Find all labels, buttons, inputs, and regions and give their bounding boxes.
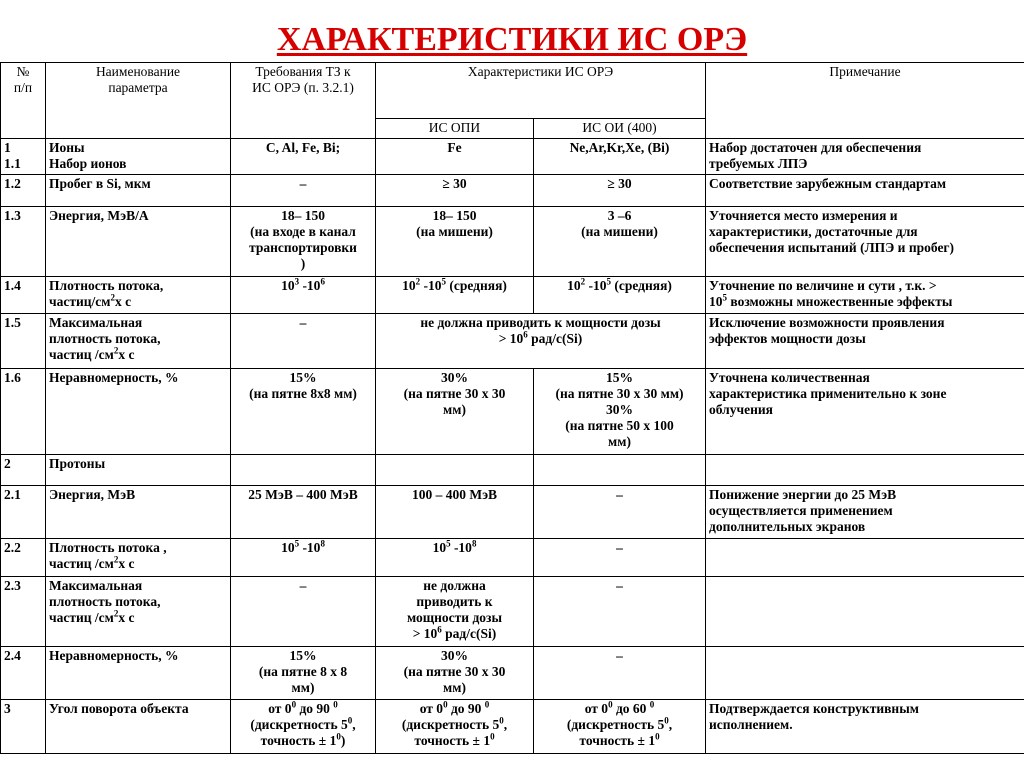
- row-param: Максимальная плотность потока, частиц $/см^2х$ с: [46, 577, 231, 647]
- row-oi: –: [534, 486, 706, 539]
- table-row: [1, 314, 1024, 369]
- row-req: 25 МэВ – 400 МэВ: [231, 486, 376, 539]
- row-num: 1.6: [1, 369, 46, 455]
- row-oi: от $0^0$ до 60 $^0$ (дискретность $5^0$, точность ± $1^0$: [534, 700, 706, 754]
- row-opi: 30% (на пятне 30 х 30 мм): [376, 647, 534, 700]
- row-note: Понижение энергии до 25 МэВ осуществляется применением дополнительных экранов: [706, 486, 1024, 539]
- row-note: Подтверждается конструктивным исполнением.: [706, 700, 1024, 754]
- row-req: –: [231, 175, 376, 207]
- row-note: [706, 539, 1024, 577]
- row-opi: $10^2$ $-10^5$ (средняя): [376, 277, 534, 314]
- row-opi: от $0^0$ до 90 $^0$ (дискретность $5^0$, точность ± $1^0$: [376, 700, 534, 754]
- row-oi: 3 –6 (на мишени): [534, 207, 706, 277]
- row-opi: [376, 455, 534, 486]
- header-param: Наименование параметра: [46, 63, 231, 139]
- row-merged-chars: не должна приводить к мощности дозы > $10^6$ рад/с(Si): [376, 314, 706, 369]
- row-param: Ионы Набор ионов: [46, 139, 231, 175]
- row-opi: не должна приводить к мощности дозы > $10^6$ рад/с(Si): [376, 577, 534, 647]
- row-oi: Ne,Ar,Kr,Xe, (Bi): [534, 139, 706, 175]
- row-num: 1.5: [1, 314, 46, 369]
- row-req: $10^3$ $-10^6$: [231, 277, 376, 314]
- row-note: Уточнена количественная характеристика применительно к зоне облучения: [706, 369, 1024, 455]
- table-row: [1, 577, 1024, 647]
- row-param: Неравномерность, %: [46, 647, 231, 700]
- row-param: Угол поворота объекта: [46, 700, 231, 754]
- row-opi: 18– 150 (на мишени): [376, 207, 534, 277]
- row-req: –: [231, 577, 376, 647]
- row-oi: –: [534, 539, 706, 577]
- row-req: 15% (на пятне 8 х 8 мм): [231, 647, 376, 700]
- row-req: C, Al, Fe, Bi;: [231, 139, 376, 175]
- row-num: 1 1.1: [1, 139, 46, 175]
- row-req: –: [231, 314, 376, 369]
- row-param: Плотность потока , частиц $/см^2х$ с: [46, 539, 231, 577]
- page-title: ХАРАКТЕРИСТИКИ ИС ОРЭ: [276, 21, 748, 58]
- row-num: 1.2: [1, 175, 46, 207]
- row-num: 2.1: [1, 486, 46, 539]
- row-req: 18– 150 (на входе в канал транспортировки ): [231, 207, 376, 277]
- row-opi: 100 – 400 МэВ: [376, 486, 534, 539]
- row-param: Неравномерность, %: [46, 369, 231, 455]
- row-oi: 15% (на пятне 30 х 30 мм) 30% (на пятне 50 х 100 мм): [534, 369, 706, 455]
- row-num: 1.3: [1, 207, 46, 277]
- row-opi: $10^5$ $-10^8$: [376, 539, 534, 577]
- header-opi: ИС ОПИ: [376, 119, 534, 139]
- row-param: Плотность потока, частиц/$см^2х$ с: [46, 277, 231, 314]
- row-param: Максимальная плотность потока, частиц $/см^2х$ с: [46, 314, 231, 369]
- row-req: [231, 455, 376, 486]
- row-opi: 30% (на пятне 30 х 30 мм): [376, 369, 534, 455]
- row-param: Энергия, МэВ/А: [46, 207, 231, 277]
- row-num: 1.4: [1, 277, 46, 314]
- table-row: [1, 647, 1024, 700]
- row-oi: –: [534, 647, 706, 700]
- row-note: Уточняется место измерения и характеристики, достаточные для обеспечения испытаний (ЛПЭ и пробег): [706, 207, 1024, 277]
- row-note: [706, 455, 1024, 486]
- row-note: Соответствие зарубежным стандартам: [706, 175, 1024, 207]
- table-row: [1, 175, 1024, 207]
- header-note: Примечание: [706, 63, 1024, 139]
- row-opi: ≥ 30: [376, 175, 534, 207]
- table-row: [1, 700, 1024, 754]
- table-header-row: [1, 63, 1024, 119]
- table-row: [1, 277, 1024, 314]
- row-opi: Fe: [376, 139, 534, 175]
- header-oi: ИС ОИ (400): [534, 119, 706, 139]
- row-num: 2.4: [1, 647, 46, 700]
- header-num: № п/п: [1, 63, 46, 139]
- row-oi: [534, 455, 706, 486]
- row-num: 3: [1, 700, 46, 754]
- row-req: $10^5$ $-10^8$: [231, 539, 376, 577]
- row-req: от $0^0$ до 90 $^0$ (дискретность $5^0$, точность ± $1^0$): [231, 700, 376, 754]
- row-param: Пробег в Si, мкм: [46, 175, 231, 207]
- row-num: 2.3: [1, 577, 46, 647]
- header-req: Требования ТЗ к ИС ОРЭ (п. 3.2.1): [231, 63, 376, 139]
- row-note: Набор достаточен для обеспечения требуемых ЛПЭ: [706, 139, 1024, 175]
- row-oi: ≥ 30: [534, 175, 706, 207]
- header-chars: Характеристики ИС ОРЭ: [376, 63, 706, 119]
- table-row: [1, 207, 1024, 277]
- row-oi: $10^2$ $-10^5$ (средняя): [534, 277, 706, 314]
- row-param: Энергия, МэВ: [46, 486, 231, 539]
- table-row: [1, 455, 1024, 486]
- row-note: Исключение возможности проявления эффектов мощности дозы: [706, 314, 1024, 369]
- row-num: 2: [1, 455, 46, 486]
- table-row: [1, 486, 1024, 539]
- characteristics-table: [0, 62, 1024, 754]
- table-row: [1, 539, 1024, 577]
- row-note: Уточнение по величине и сути , т.к. > $10^5$ возможны множественные эффекты: [706, 277, 1024, 314]
- table-row: [1, 139, 1024, 175]
- row-note: [706, 577, 1024, 647]
- row-note: [706, 647, 1024, 700]
- table-row: [1, 369, 1024, 455]
- row-req: 15% (на пятне 8х8 мм): [231, 369, 376, 455]
- row-param: Протоны: [46, 455, 231, 486]
- row-oi: –: [534, 577, 706, 647]
- row-num: 2.2: [1, 539, 46, 577]
